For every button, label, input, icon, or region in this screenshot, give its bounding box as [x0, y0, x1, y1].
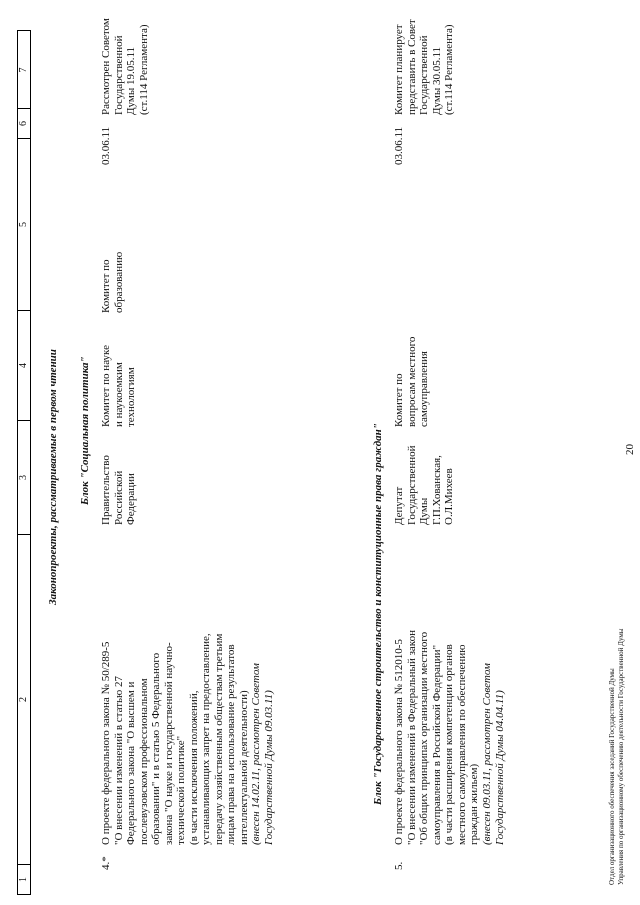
column-header-3: 3 [18, 420, 30, 534]
responsible-committee: Комитет по вопросам местного самоуправления [393, 336, 430, 427]
bill-description: О проекте федерального закона № 512010-5 "О внесении изменений в Федеральный закон "Об общих принципах организации местного самоуправления в Российской Федерации" (в части расширения компетенции органов местного самоуправления по обеспечению граждан жильем) [393, 630, 480, 845]
initiator: Депутат Государственной Думы Г.П.Хованская, О.Л.Михеев [393, 445, 455, 525]
bill-note: (внесен 09.03.11, рассмотрен Советом Государственной Думы 04.04.11) [481, 663, 506, 845]
date: 03.06.11 [100, 126, 112, 165]
status: Комитет планирует представить в Совет Государственной Думы 30.05.11 (ст.114 Регламента) [393, 19, 455, 115]
footer-line-1: Отдел организационного обеспечения заседаний Государственной Думы [608, 668, 616, 885]
row-number: 4.* [100, 856, 112, 870]
date: 03.06.11 [393, 126, 405, 165]
column-header-7: 7 [18, 67, 29, 73]
page-number: 20 [624, 444, 636, 455]
column-header-1: 1 [18, 864, 30, 894]
column-header-5: 5 [18, 138, 30, 310]
column-header-row [17, 30, 31, 895]
bill-note: (внесен 14.02.11, рассмотрен Советом Государственной Думы 09.03.11) [250, 663, 275, 845]
bill-description: О проекте федерального закона № 50/289-5 "О внесении изменений в статью 27 Федерального закона "О высшем и послевузовском профессиональном образовании" и в статью 5 Федерального закона "О науке и государственной научно- технической политике" (в части исключения положений, устанавливающих запрет на предоставление, передачу хозяйственным обществам третьим лицам права на использование результатов интеллектуальной деятельности) [100, 633, 250, 845]
co-committee: Комитет по образованию [100, 251, 125, 313]
initiator: Правительство Российской Федерации [100, 455, 137, 525]
row-number: 5. [393, 861, 405, 870]
block-title-social: Блок "Социальная политика" [79, 356, 91, 505]
column-header-4: 4 [18, 310, 30, 420]
section-title: Законопроекты, рассматриваемые в первом чтении [47, 349, 59, 605]
responsible-committee: Комитет по науке и наукоемким технологиям [100, 345, 137, 427]
status: Рассмотрен Советом Государственной Думы 19.05.11 (ст.114 Регламента) [100, 18, 150, 115]
column-header-2: 2 [18, 534, 30, 864]
block-title-state-building: Блок "Государственное строительство и конституционные права граждан" [372, 423, 384, 805]
column-header-6: 6 [18, 108, 30, 138]
footer-line-2: Управления по организационному обеспечению деятельности Государственной Думы [617, 628, 625, 885]
